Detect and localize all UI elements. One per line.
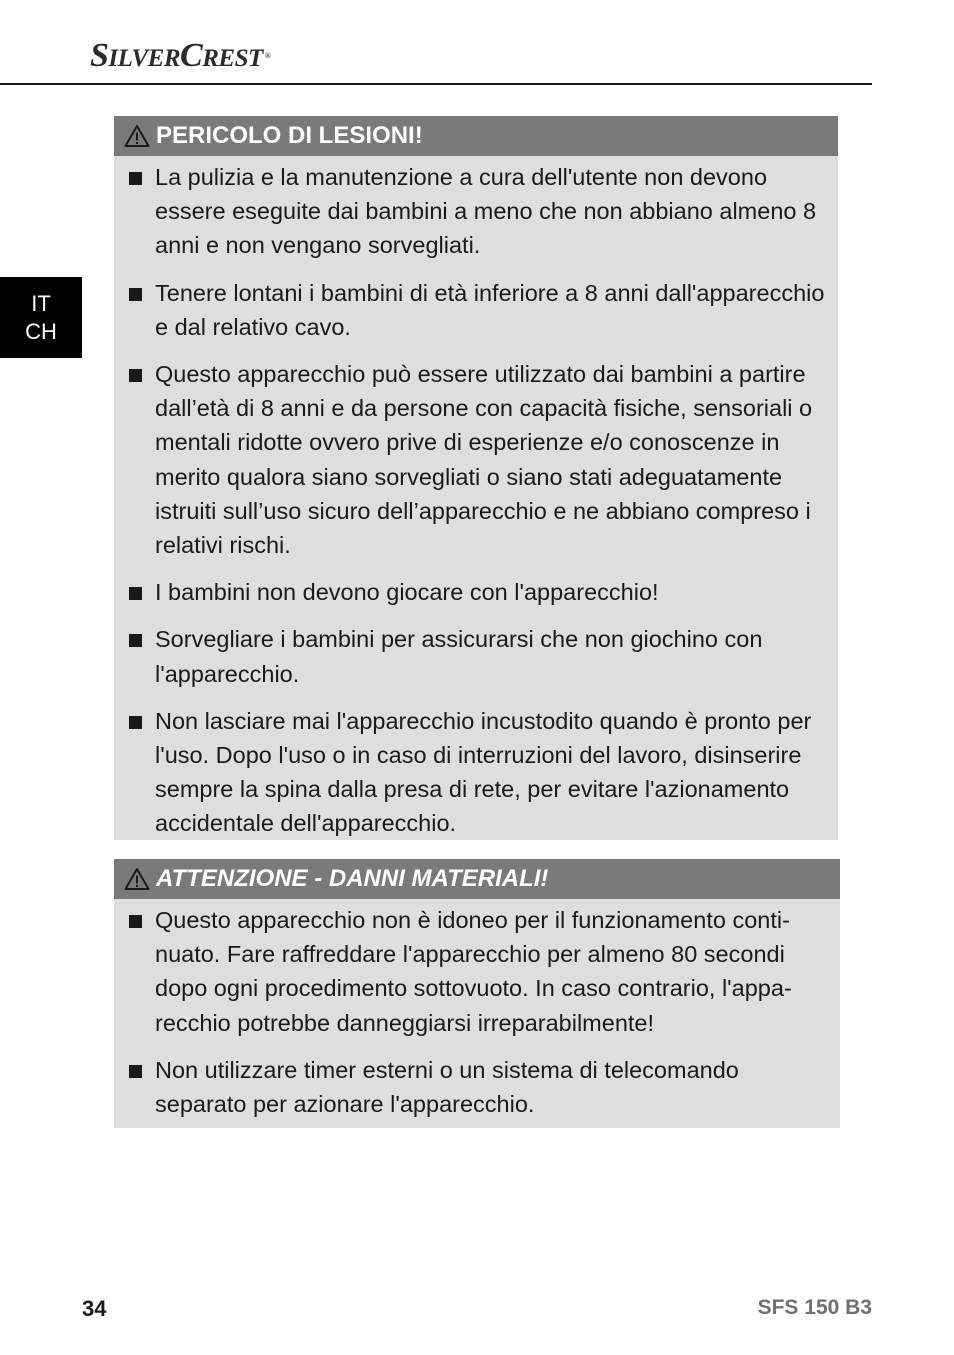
caution-warning-header [114,859,840,899]
danger-warning-list [114,156,838,841]
caution-warning-box [114,859,840,1128]
caution-warning-list [114,899,840,1121]
danger-warning-header [114,116,838,156]
danger-warning-box [114,116,838,840]
header-rule [0,83,872,85]
square-bullet-icon [129,716,142,729]
square-bullet-icon [129,369,142,382]
square-bullet-icon [129,288,142,301]
model-number: SFS 150 B3 [757,1296,872,1319]
warning-triangle-icon [124,867,150,891]
list-item: Questo apparecchio può essere utilizzato dai bambini a partire dall’età di 8 anni e da persone con capacità fisiche, sensoriali o mentali ridotte ovvero prive di esperienze e/o conoscenze in merito qualora siano sorvegliati o siano stati adeguatamente istruiti sull’uso sicuro dell’apparecchio e ne abbiano compreso i relativi rischi. [114,357,838,562]
list-item: Non lasciare mai l'apparecchio incustodito quando è pronto per l'uso. Dopo l'uso o in caso di interruzioni del lavoro, disinserire sempre la spina dalla presa di rete, per evitare l'azionamento accidentale dell'apparecchio. [114,704,838,841]
page-number: 34 [82,1296,107,1321]
language-code-it: IT [31,290,51,316]
square-bullet-icon [129,1065,142,1078]
list-item: Questo apparecchio non è idoneo per il funzionamento conti-nuato. Fare raffreddare l'apparecchio per almeno 80 secondi dopo ogni procedimento sottovuoto. In caso contrario, l'appa-recchio potrebbe danneggiarsi irreparabilmente! [114,903,840,1040]
silvercrest-logo: SILVERCREST ® [90,37,271,74]
caution-warning-title: ATTENZIONE - DANNI MATERIALI! [156,865,549,892]
list-item: Tenere lontani i bambini di età inferiore a 8 anni dall'apparecchio e dal relativo cavo. [114,276,838,344]
language-tab [0,277,82,358]
square-bullet-icon [129,587,142,600]
danger-warning-title: PERICOLO DI LESIONI! [156,122,423,149]
language-code-ch: CH [25,318,57,344]
square-bullet-icon [129,915,142,928]
list-item: Non utilizzare timer esterni o un sistema di telecomando separato per azionare l'apparecchio. [114,1053,840,1121]
warning-triangle-icon [124,124,150,148]
list-item: I bambini non devono giocare con l'apparecchio! [114,575,838,609]
list-item: La pulizia e la manutenzione a cura dell'utente non devono essere eseguite dai bambini a meno che non abbiano almeno 8 anni e non vengano sorvegliati. [114,160,838,263]
list-item: Sorvegliare i bambini per assicurarsi che non giochino con l'apparecchio. [114,622,838,690]
square-bullet-icon [129,172,142,185]
square-bullet-icon [129,634,142,647]
